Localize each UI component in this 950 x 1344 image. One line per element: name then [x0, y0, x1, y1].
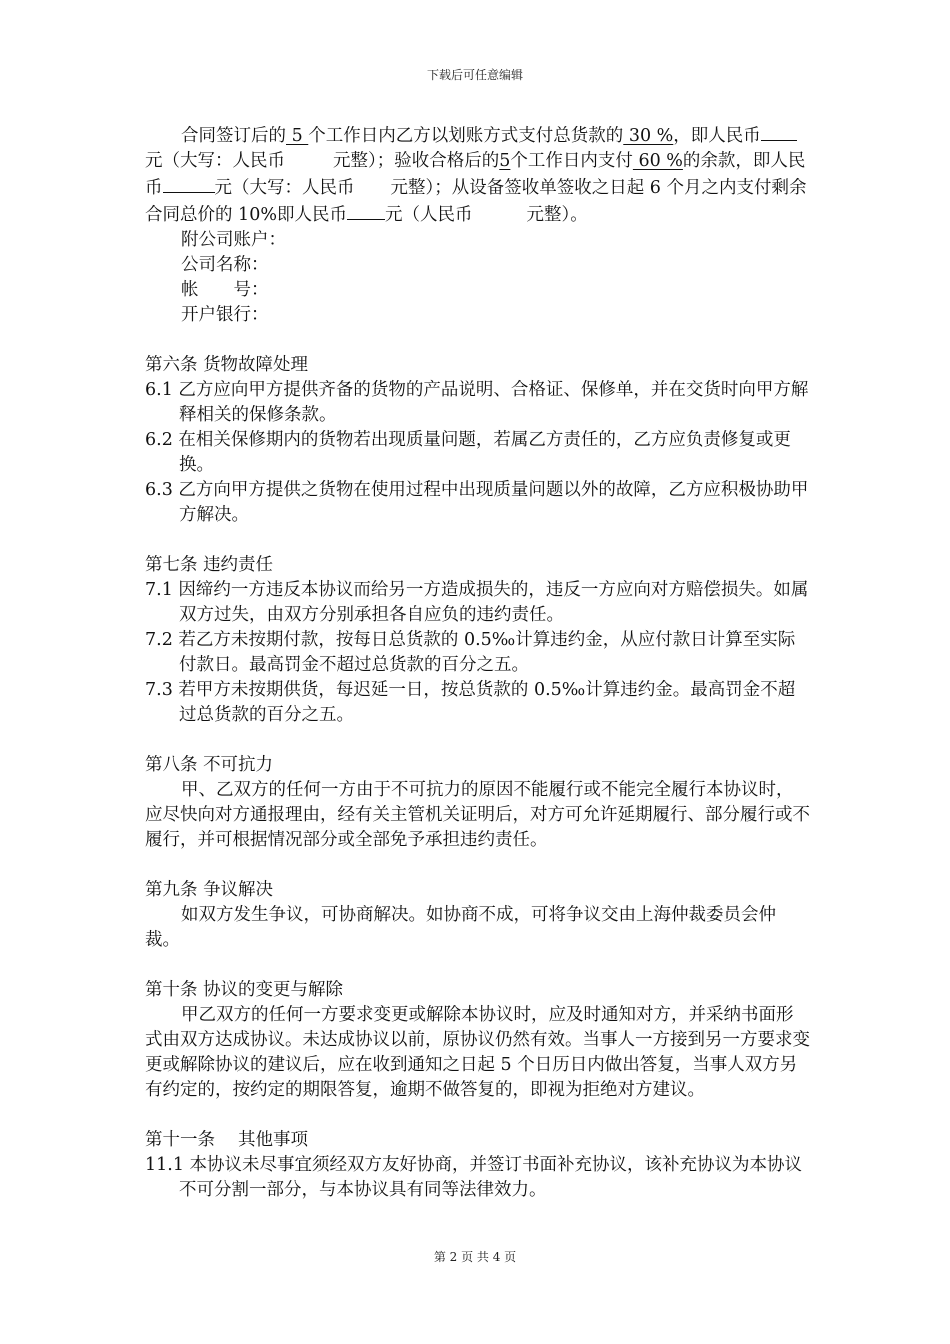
account-bank: 开户银行：: [181, 305, 269, 325]
payment-percent-2: 60 %: [632, 151, 683, 171]
payment-text: 元（人民币: [384, 205, 473, 225]
payment-text: 元整）；从设备签收单签收之日起 6 个月之内支付剩余合同总价的 10%即人民币: [145, 178, 807, 225]
payment-text: 合同签订后的: [181, 126, 286, 146]
payment-text: 元（大写：人民币: [145, 151, 285, 171]
clause: 6.3 乙方向甲方提供之货物在使用过程中出现质量问题以外的故障，乙方应积极协助甲方解决。: [145, 480, 809, 525]
article-heading: 第九条 争议解决: [145, 880, 274, 900]
payment-days-2: 5: [499, 151, 511, 171]
payment-text: 个工作日内支付: [510, 151, 633, 171]
article-heading: 第六条 货物故障处理: [145, 355, 309, 375]
payment-text: ，即人民币: [673, 126, 761, 146]
clause: 7.3 若甲方未按期供货，每迟延一日，按总货款的 0.5‰计算违约金。最高罚金不超过总货款的百分之五。: [145, 680, 796, 725]
article-heading: 第十条 协议的变更与解除: [145, 980, 344, 1000]
payment-days-1: 5: [286, 126, 309, 146]
article-heading: 第十一条 其他事项: [145, 1130, 309, 1150]
account-number: 帐 号：: [181, 280, 269, 300]
payment-text: 元整）；验收合格后的: [333, 151, 500, 171]
amount-blank: [347, 201, 385, 220]
payment-percent-1: 30 %: [623, 126, 674, 146]
clause: 6.2 在相关保修期内的货物若出现质量问题，若属乙方责任的，乙方应负责修复或更换。: [145, 430, 791, 475]
amount-blank: [761, 122, 797, 141]
page-footer: 第 2 页 共 4 页: [433, 1250, 517, 1264]
page-header: 下载后可任意编辑: [426, 68, 523, 82]
account-company-name: 公司名称：: [181, 255, 269, 275]
clause: 11.1 本协议未尽事宜须经双方友好协商，并签订书面补充协议，该补充协议为本协议不可分割一部分，与本协议具有同等法律效力。: [145, 1155, 803, 1200]
amount-blank: [163, 174, 215, 193]
article-paragraph: 如双方发生争议，可协商解决。如协商不成，可将争议交由上海仲裁委员会仲裁。: [145, 905, 776, 950]
payment-text: 的余款，即人民币: [145, 151, 806, 198]
document-body: [145, 122, 810, 1203]
payment-text: 元整）。: [526, 205, 588, 225]
account-title: 附公司账户：: [181, 230, 286, 250]
article-heading: 第七条 违约责任: [145, 555, 274, 575]
payment-text: 个工作日内乙方以划账方式支付总货款的: [308, 126, 624, 146]
article-paragraph: 甲、乙双方的任何一方由于不可抗力的原因不能履行或不能完全履行本协议时，应尽快向对方通报理由，经有关主管机关证明后，对方可允许延期履行、部分履行或不履行，并可根据情况部分或全部免予承担违约责任。: [145, 780, 810, 850]
payment-text: 元（大写：人民币: [214, 178, 355, 198]
payment-paragraph: [145, 122, 810, 228]
clause: 7.1 因缔约一方违反本协议而给另一方造成损失的，违反一方应向对方赔偿损失。如属双方过失，由双方分别承担各自应负的违约责任。: [145, 580, 809, 625]
article-paragraph: 甲乙双方的任何一方要求变更或解除本协议时，应及时通知对方，并采纳书面形式由双方达成协议。未达成协议以前，原协议仍然有效。当事人一方接到另一方要求变更或解除协议的建议后，应在收到通知之日起 5 个日历日内做出答复，当事人双方另有约定的，按约定的期限答复，逾期不做答复的，即视为拒绝对方建议。: [145, 1005, 810, 1100]
article-heading: 第八条 不可抗力: [145, 755, 274, 775]
clause: 7.2 若乙方未按期付款，按每日总货款的 0.5‰计算违约金，从应付款日计算至实际付款日。最高罚金不超过总货款的百分之五。: [145, 630, 796, 675]
clause: 6.1 乙方应向甲方提供齐备的货物的产品说明、合格证、保修单，并在交货时向甲方解释相关的保修条款。: [145, 380, 809, 425]
